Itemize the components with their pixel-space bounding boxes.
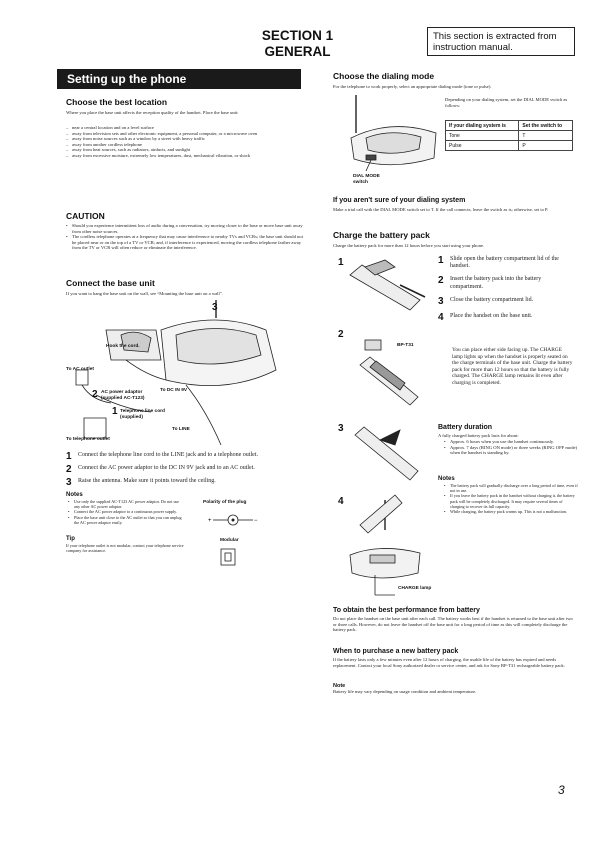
- step-item: [438, 297, 573, 307]
- step-text: Connect the telephone line cord to the LINE jack and to a telephone outlet.: [78, 452, 258, 458]
- page-number: 3: [558, 783, 565, 797]
- to-dc-callout: To DC IN 9V: [160, 388, 188, 393]
- charge-steps: [438, 256, 573, 329]
- purchase-note-heading: Note: [333, 683, 346, 689]
- table-cell: Pulse: [446, 141, 519, 151]
- list-item: – away from television sets and other electronic equipment, a personal computer, or a microwave oven: [72, 131, 304, 137]
- step-item: [438, 313, 573, 323]
- charge-after-text: You can place either side facing up. The CHARGE lamp lights up when the handset is properly seated on the charge terminals of the base unit. Charge the battery pack for more than 12 hours so that the battery is fully charged. The CHARGE lamp remains lit even after charging is completed.: [452, 347, 573, 386]
- step-text: Raise the antenna. Make sure it points toward the ceiling.: [78, 478, 216, 484]
- dialing-intro: For the telephone to work properly, select an appropriate dialing mode (tone or pulse).: [333, 84, 492, 89]
- step-item: [66, 465, 306, 475]
- location-intro: Where you place the base unit affects the reception quality of the handset. Place the base unit:: [66, 110, 239, 115]
- list-item: • The battery pack will gradually discharge over a long period of time, even if not in use.: [450, 483, 578, 493]
- adaptor-callout: AC power adaptor (supplied AC-T123): [101, 390, 145, 401]
- to-line-callout: To LINE: [172, 427, 190, 432]
- diagram-step-3: 3: [212, 302, 218, 313]
- modular-jack-icon: [220, 548, 236, 566]
- caution-heading: CAUTION: [66, 211, 105, 221]
- connect-steps: [66, 452, 306, 491]
- performance-heading: To obtain the best performance from battery: [333, 607, 480, 614]
- cord-callout: Telephone line cord (supplied): [120, 409, 165, 420]
- duration-list: [444, 439, 579, 456]
- list-item: – away from heat sources, such as radiators, airducts, and sunlight: [72, 147, 304, 153]
- charge-notes: [444, 483, 578, 514]
- performance-text: Do not place the handset on the base unit after each call. The battery works best if the handset is returned to the base unit after two or three calls. However, do not leave the handset off the base unit for a long period of time as this will completely discharge the battery pack.: [333, 616, 573, 633]
- charge-lamp-label: CHARGE lamp: [398, 586, 432, 591]
- table-head-switch: Set the switch to: [519, 121, 573, 131]
- step-text: Place the handset on the base unit.: [450, 312, 533, 319]
- step-item: [438, 256, 573, 270]
- connect-intro: If you want to hang the base unit on the wall, see “Mounting the base unit on a wall”.: [66, 291, 223, 296]
- fig-num-2: 2: [338, 329, 344, 340]
- polarity-symbol-icon: [208, 508, 258, 532]
- svg-text:+: +: [208, 518, 212, 524]
- svg-text:−: −: [254, 518, 258, 524]
- fig-num-3: 3: [338, 423, 344, 434]
- polarity-label: Polarity of the plug: [203, 500, 247, 505]
- dialing-table: [445, 120, 573, 151]
- unsure-text: Make a trial call with the DIAL MODE switch set to T. If the call connects, leave the switch as is; otherwise, set to P.: [333, 207, 549, 212]
- step-number: 2: [66, 464, 72, 475]
- purchase-note-text: Battery life may vary depending on usage condition and ambient temperature.: [333, 689, 477, 694]
- charge-intro: Charge the battery pack for more than 12 hours before you start using your phone.: [333, 243, 485, 248]
- section-label: SECTION 1: [261, 28, 334, 43]
- list-item: • If you leave the battery pack in the handset without charging it, the battery pack will be completely discharged. It may require several times of charging to recover its full capacity.: [450, 493, 578, 509]
- list-item: – away from excessive moisture, extremely low temperatures, dust, mechanical vibration, or shock: [72, 153, 304, 159]
- dialing-heading: Choose the dialing mode: [333, 71, 435, 81]
- step-item: [66, 478, 306, 488]
- charge-heading: Charge the battery pack: [333, 230, 430, 240]
- unsure-heading: If you aren't sure of your dialing system: [333, 197, 466, 204]
- table-cell: T: [519, 131, 573, 141]
- connect-notes-heading: Notes: [66, 492, 83, 498]
- battery-duration-intro: A fully charged battery pack lasts for about:: [438, 433, 519, 438]
- step-text: Connect the AC power adaptor to the DC IN 9V jack and to an AC outlet.: [78, 465, 255, 471]
- connect-heading: Connect the base unit: [66, 278, 155, 288]
- purchase-heading: When to purchase a new battery pack: [333, 648, 459, 655]
- list-item: • Approx. 7 days (RING ON mode) or three weeks (RING OFF mode) when the handset is standing by.: [450, 445, 579, 456]
- list-item: • Use only the supplied AC-T123 AC power adaptor. Do not use any other AC power adaptor.: [74, 499, 186, 509]
- extract-note-box: This section is extracted from instruction manual.: [427, 27, 575, 56]
- dial-mode-base-illustration: [336, 93, 441, 173]
- step-item: [66, 452, 306, 462]
- battery-duration-heading: Battery duration: [438, 424, 493, 431]
- step-text: Slide open the battery compartment lid of the handset.: [450, 256, 559, 270]
- tel-outlet-callout: To telephone outlet: [66, 437, 110, 442]
- list-item: • While charging, the battery pack warms up. This is not a malfunction.: [450, 509, 578, 514]
- list-item: • The cordless telephone operates at a frequency that may cause interference to nearby TVs and VCRs; the base unit should not be placed near or on the top of a TV or VCR; and, if interference is experienced, moving the cordless telephone farther away from the TV or VCR will often reduce or eliminate the interference.: [72, 234, 308, 251]
- dialing-side-text: Depending on your dialing system, set the DIAL MODE switch as follows:: [445, 97, 568, 108]
- table-head-system: If your dialing system is: [446, 121, 519, 131]
- table-row: [446, 141, 573, 151]
- section-title: GENERAL: [264, 44, 331, 59]
- fig-num-1: 1: [338, 257, 344, 268]
- location-heading: Choose the best location: [66, 97, 168, 107]
- modular-label: Modular: [220, 538, 239, 543]
- step-number: 1: [438, 255, 444, 266]
- step-item: [438, 276, 573, 290]
- list-item: • Connect the AC power adaptor to a continuous power supply.: [74, 509, 186, 514]
- step-number: 3: [66, 477, 72, 488]
- table-cell: P: [519, 141, 573, 151]
- tip-text: If your telephone outlet is not modular, contact your telephone service company for assistance.: [66, 543, 184, 554]
- list-item: • Approx. 6 hours when you use the handset continuously.: [450, 439, 579, 445]
- base-unit-illustration: [76, 300, 276, 445]
- list-item: • Should you experience intermittent loss of audio during a conversation, try moving closer to the base or move base unit away from other noise sources.: [72, 223, 308, 234]
- step-number: 3: [438, 295, 444, 307]
- step-number: 1: [66, 451, 72, 462]
- hook-callout: Hook the cord.: [106, 344, 140, 349]
- table-row: [446, 131, 573, 141]
- list-item: • Place the base unit close to the AC outlet so that you can unplug the AC power adaptor easily.: [74, 515, 186, 525]
- connect-notes: [68, 499, 186, 525]
- tip-heading: Tip: [66, 536, 75, 542]
- battery-figures-illustration: [340, 255, 435, 610]
- fig-num-4: 4: [338, 496, 344, 507]
- adaptor-num: 2: [92, 389, 98, 400]
- step-number: 2: [438, 275, 444, 287]
- list-item: – near a central location and on a level surface: [72, 125, 304, 131]
- dial-mode-switch-label: DIAL MODE switch: [353, 174, 380, 185]
- step-text: Close the battery compartment lid.: [450, 296, 534, 303]
- purchase-text: If the battery lasts only a few minutes even after 12 hours of charging, the usable life of the battery has expired and needs replacement. Contact your local Sony authorized dealer or service center, and ask for Sony BP-T31 rechargeable battery pack.: [333, 657, 565, 668]
- step-text: Insert the battery pack into the battery compartment.: [450, 276, 542, 290]
- caution-list: [66, 223, 308, 251]
- setup-banner: Setting up the phone: [57, 69, 301, 89]
- list-item: – away from another cordless telephone: [72, 142, 304, 148]
- table-cell: Tone: [446, 131, 519, 141]
- bp-t31-label: BP-T31: [397, 343, 414, 348]
- list-item: – away from noise sources such as a window by a street with heavy traffic: [72, 136, 304, 142]
- cord-num: 1: [112, 406, 118, 417]
- charge-notes-heading: Notes: [438, 476, 455, 482]
- ac-outlet-callout: To AC outlet: [66, 367, 94, 372]
- step-number: 4: [438, 311, 444, 323]
- location-list: [66, 125, 304, 159]
